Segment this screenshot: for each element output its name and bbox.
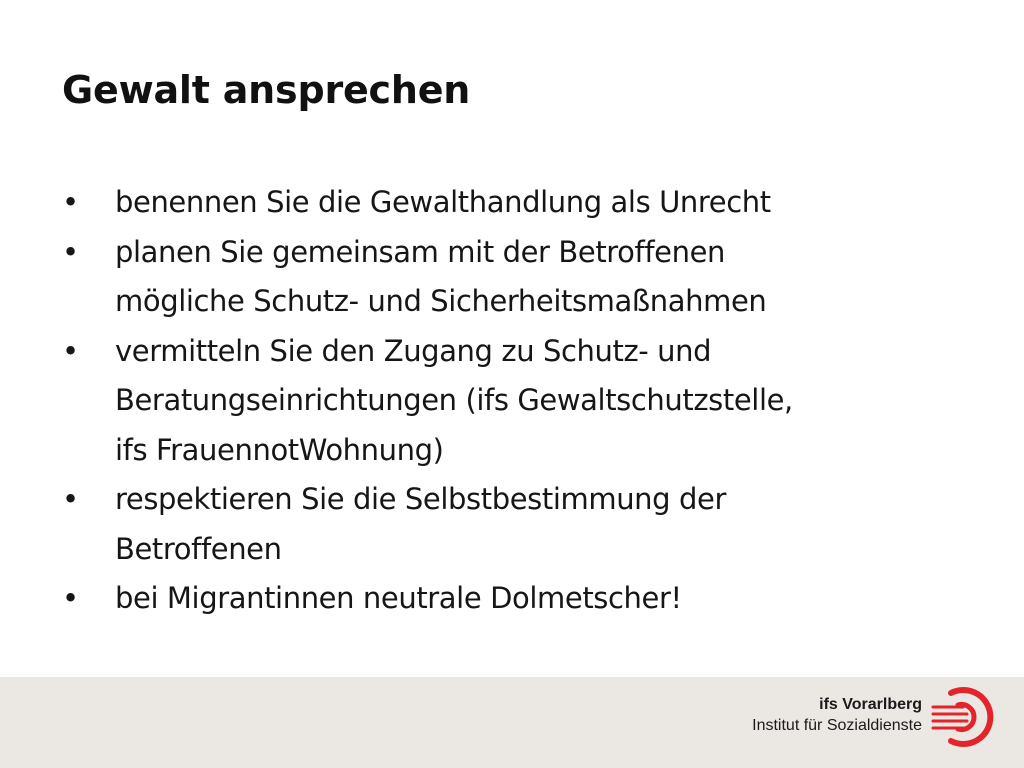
- ifs-logo-icon: [929, 686, 997, 748]
- bullet-marker: •: [62, 234, 79, 269]
- bullet-item: [62, 475, 942, 574]
- org-subtitle: Institut für Sozialdienste: [752, 717, 922, 734]
- org-name: ifs Vorarlberg: [819, 696, 922, 713]
- bullet-text: Betroffenen: [115, 531, 282, 566]
- bullet-item: [62, 574, 942, 624]
- bullet-marker: •: [62, 482, 79, 516]
- bullet-item: [62, 327, 942, 476]
- bullet-item: [62, 228, 942, 327]
- bullet-marker: •: [62, 581, 79, 615]
- bullet-item: [62, 178, 942, 228]
- organization-label: [752, 695, 922, 737]
- bullet-text: Beratungseinrichtungen (ifs Gewaltschutzstelle,: [115, 383, 793, 417]
- bullet-text: ifs FrauennotWohnung): [115, 432, 444, 467]
- bullet-text: vermitteln Sie den Zugang zu Schutz- und: [115, 333, 712, 368]
- bullet-text: mögliche Schutz- und Sicherheitsmaßnahmen: [115, 284, 767, 318]
- bullet-text: planen Sie gemeinsam mit der Betroffenen: [115, 234, 725, 269]
- slide-title: Gewalt ansprechen: [62, 68, 471, 112]
- bullet-list: [62, 178, 942, 624]
- bullet-text: respektieren Sie die Selbstbestimmung der: [115, 482, 726, 516]
- bullet-marker: •: [62, 185, 79, 219]
- bullet-marker: •: [62, 333, 79, 368]
- bullet-text: bei Migrantinnen neutrale Dolmetscher!: [115, 581, 682, 615]
- bullet-text: benennen Sie die Gewalthandlung als Unrecht: [115, 185, 771, 219]
